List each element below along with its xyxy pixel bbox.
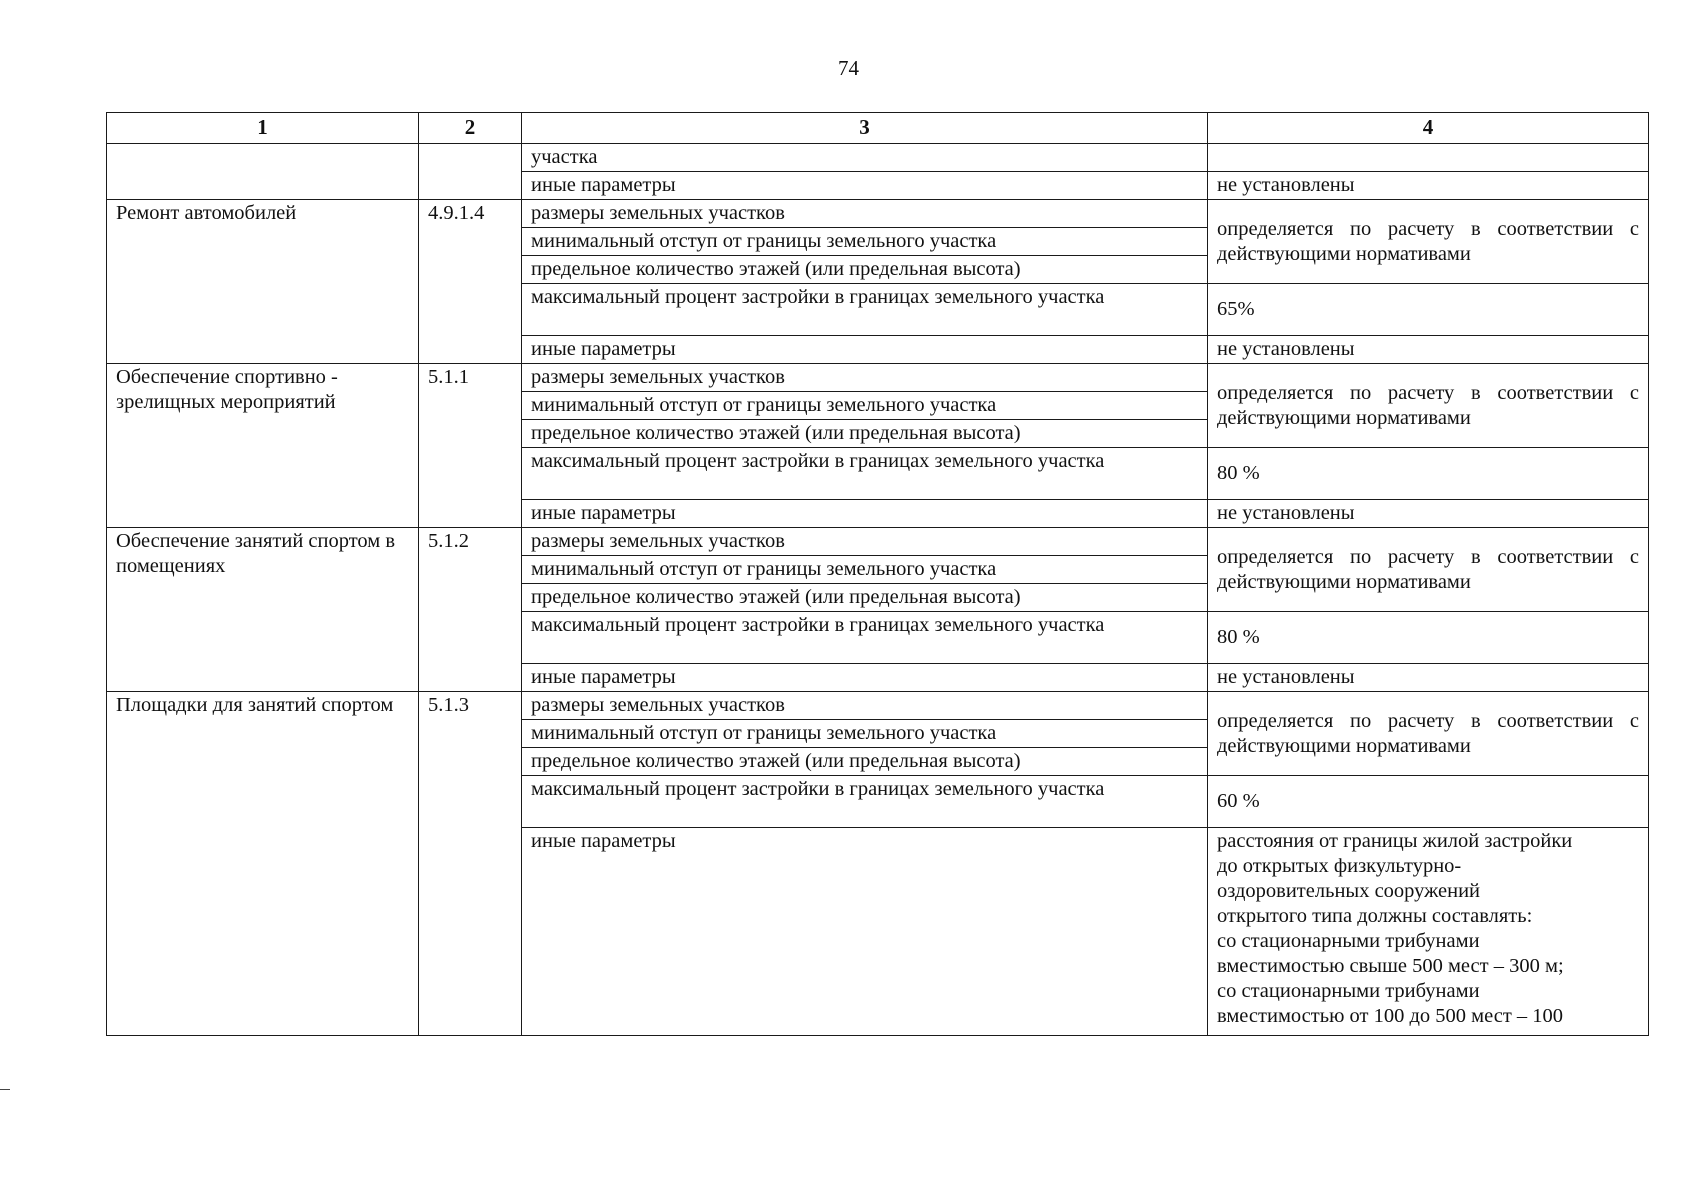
param-cell: участка [522, 144, 1208, 172]
param-cell: иные параметры [522, 828, 1208, 1036]
use-code-cell: 4.9.1.4 [419, 200, 522, 364]
use-name-cell: Обеспечение занятий спортом в помещениях [107, 528, 419, 692]
param-cell: размеры земельных участков [522, 200, 1208, 228]
param-cell: предельное количество этажей (или предельная высота) [522, 584, 1208, 612]
param-cell: размеры земельных участков [522, 528, 1208, 556]
percent-value-cell: 60 % [1208, 776, 1649, 828]
param-cell: максимальный процент застройки в границах земельного участка [522, 284, 1208, 336]
other-value-cell: не установлены [1208, 336, 1649, 364]
param-cell: минимальный отступ от границы земельного участка [522, 556, 1208, 584]
param-cell: минимальный отступ от границы земельного участка [522, 392, 1208, 420]
column-header-4: 4 [1208, 113, 1649, 144]
percent-value-cell: 80 % [1208, 612, 1649, 664]
param-cell: предельное количество этажей (или предельная высота) [522, 748, 1208, 776]
percent-value-cell: 65% [1208, 284, 1649, 336]
param-cell: максимальный процент застройки в границах земельного участка [522, 612, 1208, 664]
use-code-cell [419, 144, 522, 200]
page-number: 74 [838, 56, 859, 80]
requirement-line: со стационарными трибунами [1217, 980, 1480, 1002]
table-row [107, 144, 1649, 172]
requirement-line: вместимостью от 100 до 500 мест – 100 [1217, 1005, 1564, 1027]
table-row [107, 200, 1649, 228]
use-name-cell: Площадки для занятий спортом [107, 692, 419, 1036]
requirement-line: расстояния от границы жилой застройки [1217, 830, 1573, 852]
value-cell: не установлены [1208, 172, 1649, 200]
param-cell: размеры земельных участков [522, 364, 1208, 392]
requirement-line: до открытых физкультурно- [1217, 855, 1462, 877]
calc-value-cell: определяется по расчету в соответствии с действующими нормативами [1208, 692, 1649, 776]
param-cell: размеры земельных участков [522, 692, 1208, 720]
table-body [107, 144, 1649, 1036]
scan-edge-mark [0, 1089, 10, 1090]
param-cell: максимальный процент застройки в границах земельного участка [522, 776, 1208, 828]
param-cell: минимальный отступ от границы земельного участка [522, 720, 1208, 748]
table-row [107, 364, 1649, 392]
table-header-row [107, 113, 1649, 144]
use-name-cell: Ремонт автомобилей [107, 200, 419, 364]
param-cell: максимальный процент застройки в границах земельного участка [522, 448, 1208, 500]
table-row [107, 692, 1649, 720]
use-code-cell: 5.1.2 [419, 528, 522, 692]
requirement-line: открытого типа должны составлять: [1217, 905, 1533, 927]
requirement-line: со стационарными трибунами [1217, 930, 1480, 952]
table-row [107, 528, 1649, 556]
column-header-2: 2 [419, 113, 522, 144]
regulations-table [106, 112, 1649, 1036]
percent-value-cell: 80 % [1208, 448, 1649, 500]
requirement-line: вместимостью свыше 500 мест – 300 м; [1217, 955, 1564, 977]
param-cell: предельное количество этажей (или предельная высота) [522, 420, 1208, 448]
param-cell: иные параметры [522, 500, 1208, 528]
distance-requirements-cell [1208, 828, 1649, 1036]
value-cell [1208, 144, 1649, 172]
param-cell: минимальный отступ от границы земельного участка [522, 228, 1208, 256]
param-cell: иные параметры [522, 336, 1208, 364]
calc-value-cell: определяется по расчету в соответствии с действующими нормативами [1208, 200, 1649, 284]
use-code-cell: 5.1.1 [419, 364, 522, 528]
other-value-cell: не установлены [1208, 500, 1649, 528]
other-value-cell: не установлены [1208, 664, 1649, 692]
use-name-cell: Обеспечение спортивно - зрелищных мероприятий [107, 364, 419, 528]
column-header-3: 3 [522, 113, 1208, 144]
use-name-cell [107, 144, 419, 200]
column-header-1: 1 [107, 113, 419, 144]
calc-value-cell: определяется по расчету в соответствии с действующими нормативами [1208, 528, 1649, 612]
calc-value-cell: определяется по расчету в соответствии с действующими нормативами [1208, 364, 1649, 448]
param-cell: иные параметры [522, 664, 1208, 692]
param-cell: предельное количество этажей (или предельная высота) [522, 256, 1208, 284]
requirement-line: оздоровительных сооружений [1217, 880, 1481, 902]
use-code-cell: 5.1.3 [419, 692, 522, 1036]
param-cell: иные параметры [522, 172, 1208, 200]
